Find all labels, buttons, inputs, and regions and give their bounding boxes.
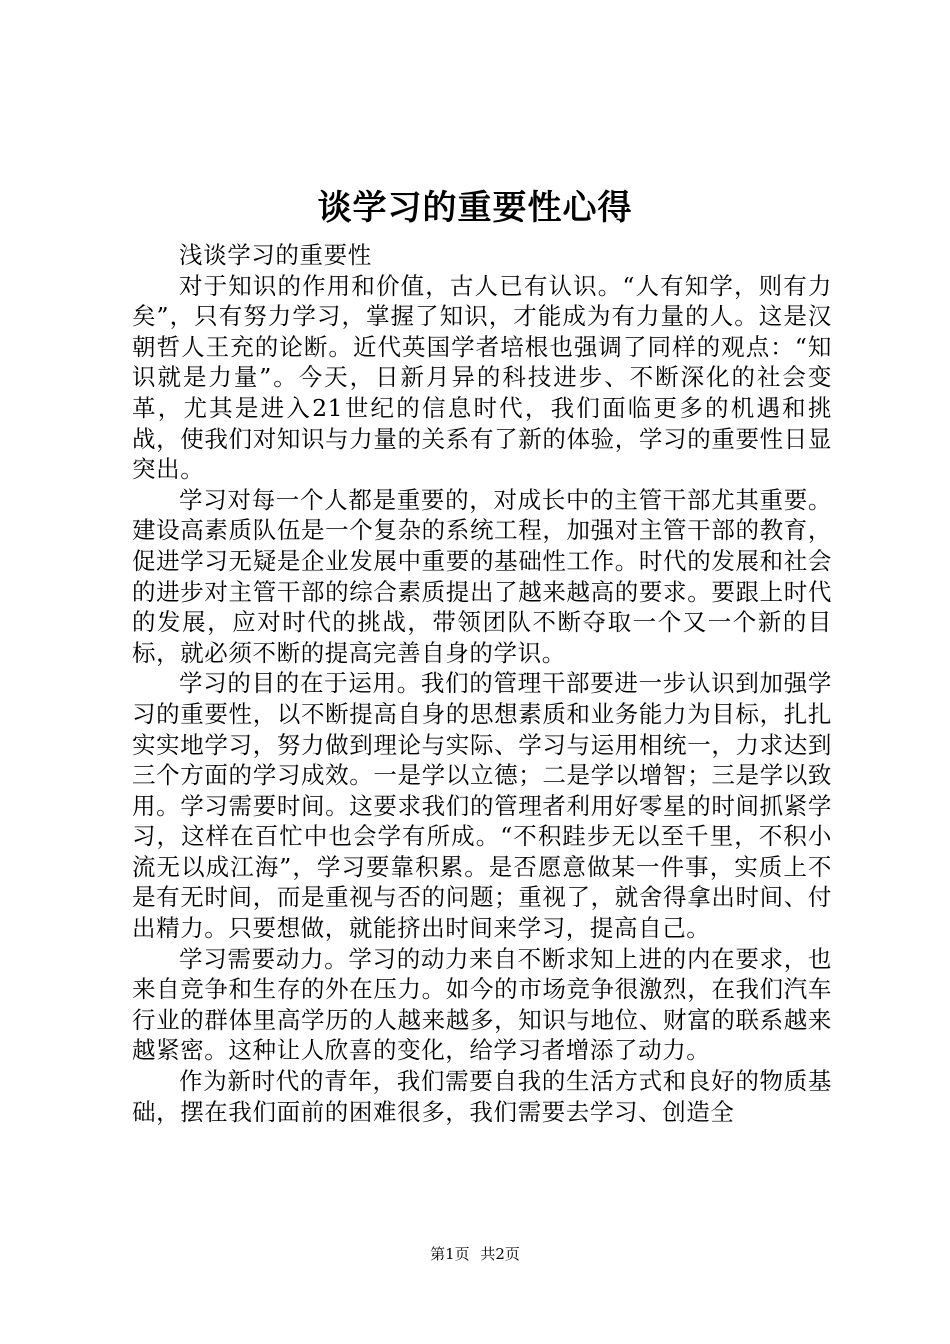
body-paragraph: 学习需要动力。学习的动力来自不断求知上进的内在要求，也来自竞争和生存的外在压力。如今的市场竞争很激烈，在我们汽车行业的群体里高学历的人越来越多，知识与地位、财富的联系越来越紧密。这种让人欣喜的变化，给学习者增添了动力。 [132, 944, 832, 1065]
body-paragraph: 学习的目的在于运用。我们的管理干部要进一步认识到加强学习的重要性，以不断提高自身的思想素质和业务能力为目标，扎扎实实地学习，努力做到理论与实际、学习与运用相统一，力求达到三个方面的学习成效。一是学以立德；二是学以增智；三是学以致用。学习需要时间。这要求我们的管理者利用好零星的时间抓紧学习，这样在百忙中也会学有所成。“不积跬步无以至千里，不积小流无以成江海”，学习要靠积累。是否愿意做某一件事，实质上不是有无时间，而是重视与否的问题；重视了，就舍得拿出时间、付出精力。只要想做，就能挤出时间来学习，提高自己。 [132, 669, 832, 943]
body-paragraph: 学习对每一个人都是重要的，对成长中的主管干部尤其重要。建设高素质队伍是一个复杂的系统工程，加强对主管干部的教育，促进学习无疑是企业发展中重要的基础性工作。时代的发展和社会的进步对主管干部的综合素质提出了越来越高的要求。要跟上时代的发展，应对时代的挑战，带领团队不断夺取一个又一个新的目标，就必须不断的提高完善自身的学识。 [132, 485, 832, 667]
subtitle-paragraph: 浅谈学习的重要性 [179, 241, 372, 269]
page-footer [0, 1244, 950, 1264]
page-total: 共2页 [480, 1245, 520, 1263]
body-paragraph: 对于知识的作用和价值，古人已有认识。“人有知学，则有力矣”，只有努力学习，掌握了知识，才能成为有力量的人。这是汉朝哲人王充的论断。近代英国学者培根也强调了同样的观点：“知识就是力量”。今天，日新月异的科技进步、不断深化的社会变革，尤其是进入21世纪的信息时代，我们面临更多的机遇和挑战，使我们对知识与力量的关系有了新的体验，学习的重要性日显突出。 [132, 271, 832, 484]
page-number: 第1页 [430, 1245, 470, 1263]
document-body [132, 240, 832, 1127]
page-title: 谈学习的重要性心得 [317, 188, 633, 228]
body-paragraph: 作为新时代的青年，我们需要自我的生活方式和良好的物质基础，摆在我们面前的困难很多，我们需要去学习、创造全 [132, 1067, 832, 1126]
